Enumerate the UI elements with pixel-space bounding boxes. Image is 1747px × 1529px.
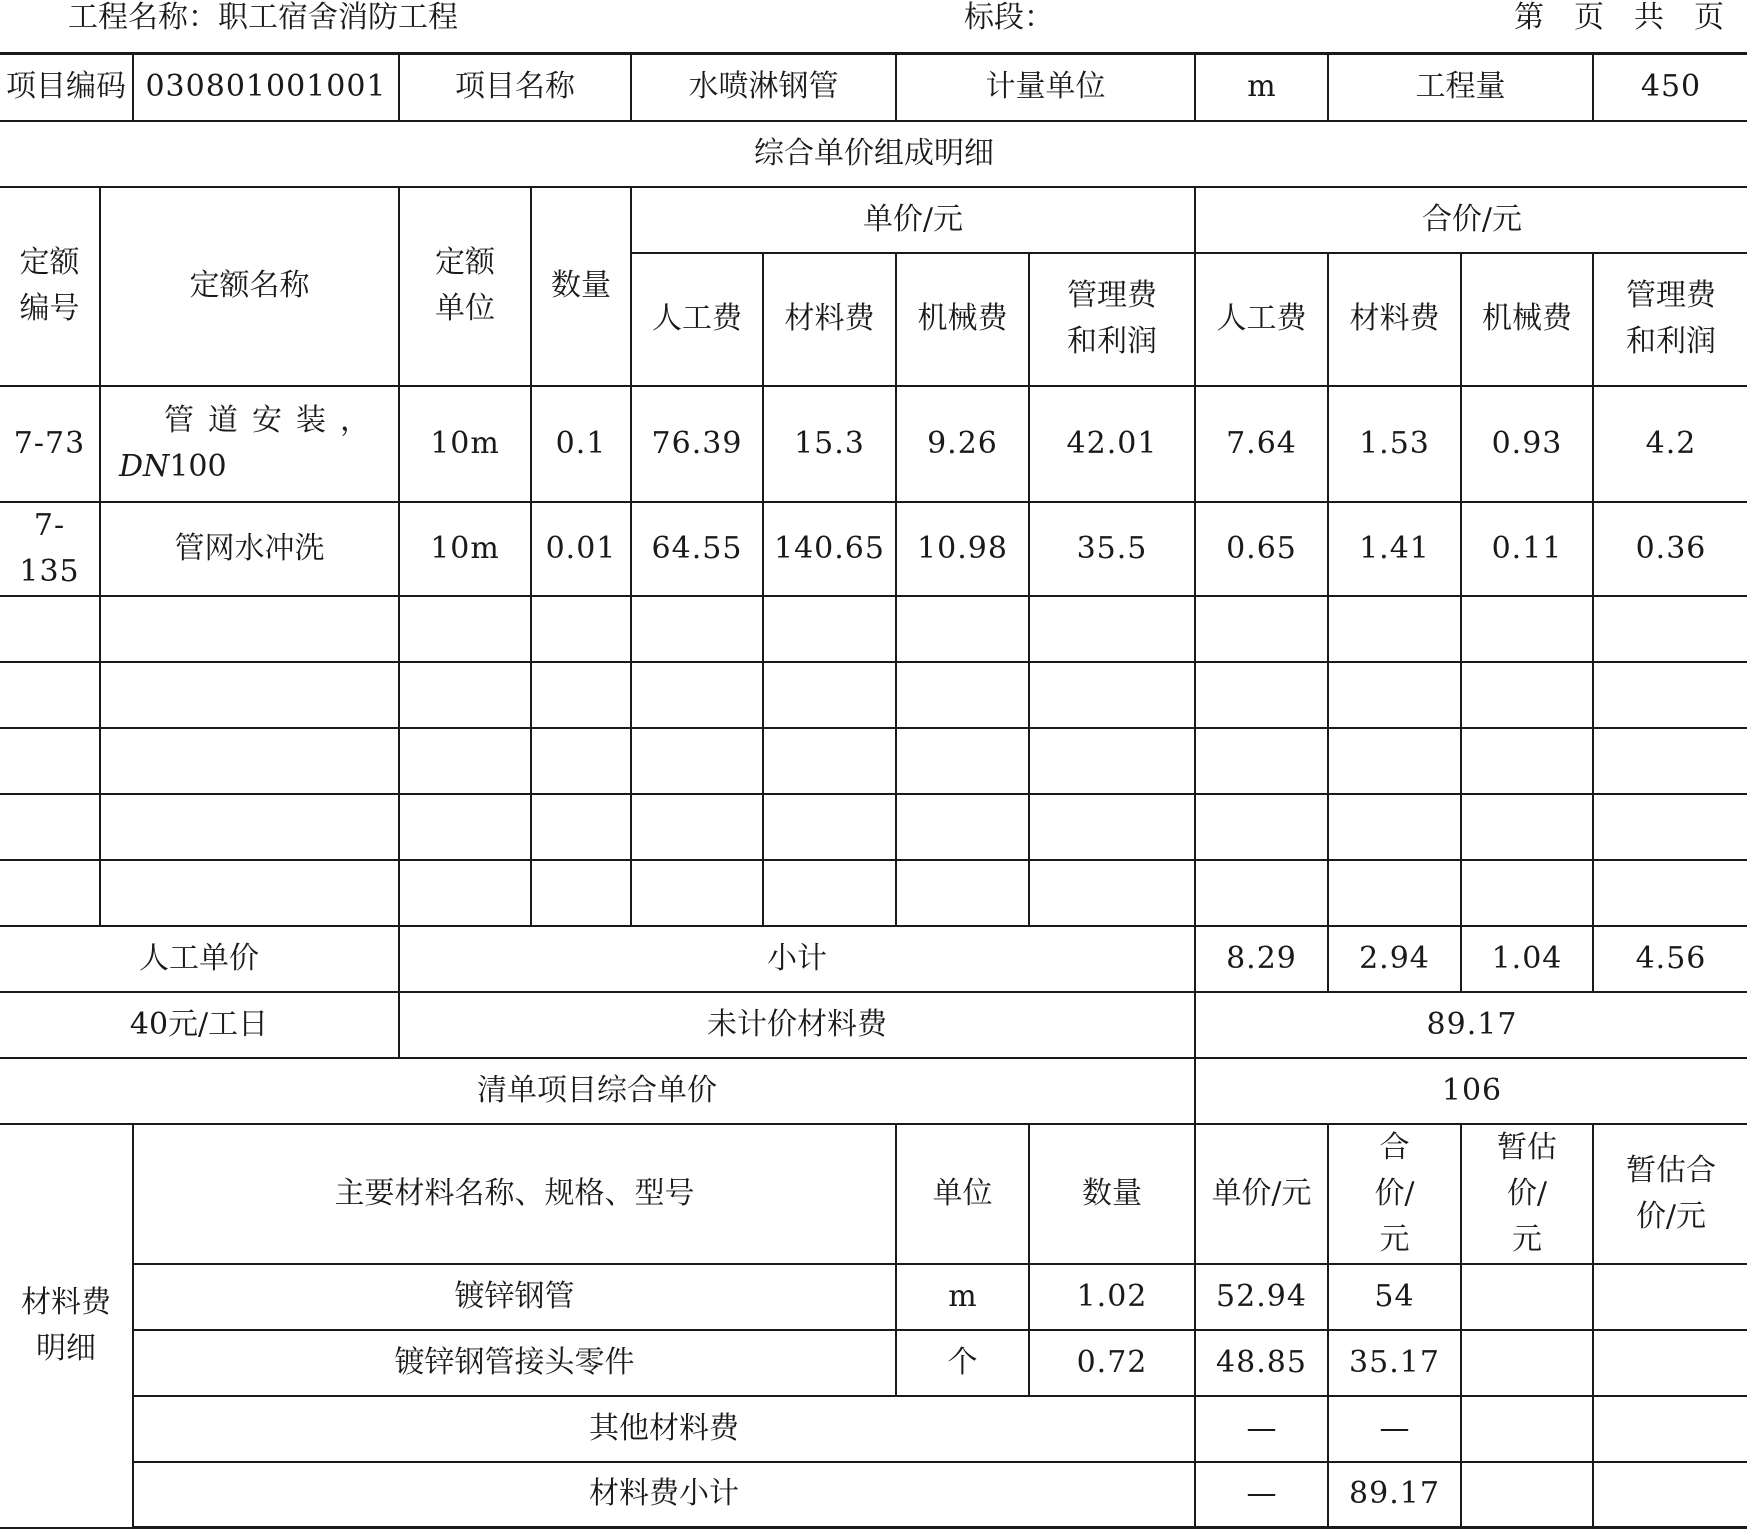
col-quota-unit: 定额单位 xyxy=(399,187,531,386)
qty-label: 工程量 xyxy=(1328,54,1593,121)
material-unit-price: 48.85 xyxy=(1195,1330,1328,1396)
unit-label: 计量单位 xyxy=(896,54,1195,121)
subtotal-material: 2.94 xyxy=(1328,926,1461,992)
subtotal-machine: 1.04 xyxy=(1461,926,1593,992)
subtotal-row xyxy=(0,926,1747,992)
material-unit-price: 52.94 xyxy=(1195,1264,1328,1330)
item-name-label: 项目名称 xyxy=(399,54,631,121)
material-row xyxy=(0,1330,1747,1396)
row-unit-material: 15.3 xyxy=(763,386,896,502)
row-unit-material: 140.65 xyxy=(763,502,896,596)
row-total-machine: 0.11 xyxy=(1461,502,1593,596)
project-name: 工程名称：职工宿舍消防工程 xyxy=(68,0,458,35)
row-unit-machine: 10.98 xyxy=(896,502,1029,596)
col-material-name: 主要材料名称、规格、型号 xyxy=(133,1124,896,1264)
row-code: 7-73 xyxy=(0,386,100,502)
material-row xyxy=(0,1264,1747,1330)
col-total-machine: 机械费 xyxy=(1461,253,1593,386)
composite-price-row xyxy=(0,1058,1747,1124)
row-unit: 10m xyxy=(399,386,531,502)
material-unit: 个 xyxy=(896,1330,1029,1396)
labor-rate-label: 人工单价 xyxy=(0,926,399,992)
material-unit: m xyxy=(896,1264,1029,1330)
other-material-label: 其他材料费 xyxy=(133,1396,1195,1462)
col-total-labor: 人工费 xyxy=(1195,253,1328,386)
subtotal-label: 小计 xyxy=(399,926,1195,992)
col-material-total: 合价/元 xyxy=(1328,1124,1461,1264)
row-name: 管道安装， DN100 xyxy=(100,386,399,502)
unpriced-material-label: 未计价材料费 xyxy=(399,992,1195,1058)
page-counter: 第 页 共 页 xyxy=(1514,0,1724,35)
item-code-label: 项目编码 xyxy=(0,54,133,121)
empty-row xyxy=(0,794,1747,860)
col-quota-name: 定额名称 xyxy=(100,187,399,386)
empty-row xyxy=(0,728,1747,794)
material-subtotal-row xyxy=(0,1462,1747,1528)
section-label: 标段： xyxy=(964,0,1054,35)
material-total: 35.17 xyxy=(1328,1330,1461,1396)
col-material-unit-price: 单价/元 xyxy=(1195,1124,1328,1264)
table-row xyxy=(0,386,1747,502)
row-total-labor: 0.65 xyxy=(1195,502,1328,596)
col-material-qty: 数量 xyxy=(1029,1124,1195,1264)
empty-row xyxy=(0,662,1747,728)
unpriced-material-row xyxy=(0,992,1747,1058)
col-unit-mgmt: 管理费和利润 xyxy=(1029,253,1195,386)
row-unit-labor: 64.55 xyxy=(631,502,763,596)
row-qty: 0.1 xyxy=(531,386,631,502)
unit-price-analysis-table xyxy=(0,52,1747,1529)
composite-price-value: 106 xyxy=(1195,1058,1747,1124)
section-title-row xyxy=(0,121,1747,187)
material-subtotal-unit-price: — xyxy=(1195,1462,1328,1528)
row-total-labor: 7.64 xyxy=(1195,386,1328,502)
material-est-total xyxy=(1593,1264,1747,1330)
labor-rate: 40元/工日 xyxy=(0,992,399,1058)
row-unit-mgmt: 42.01 xyxy=(1029,386,1195,502)
other-material-unit-price: — xyxy=(1195,1396,1328,1462)
material-qty: 1.02 xyxy=(1029,1264,1195,1330)
col-unit-price-group: 单价/元 xyxy=(631,187,1195,253)
col-unit-labor: 人工费 xyxy=(631,253,763,386)
material-est-price xyxy=(1461,1264,1593,1330)
subtotal-labor: 8.29 xyxy=(1195,926,1328,992)
page-header xyxy=(0,0,1747,40)
row-name: 管网水冲洗 xyxy=(100,502,399,596)
item-unit: m xyxy=(1195,54,1328,121)
col-unit-material: 材料费 xyxy=(763,253,896,386)
other-material-total: — xyxy=(1328,1396,1461,1462)
col-quantity: 数量 xyxy=(531,187,631,386)
composite-price-label: 清单项目综合单价 xyxy=(0,1058,1195,1124)
item-info-row xyxy=(0,54,1747,121)
material-header-row xyxy=(0,1124,1747,1264)
material-section-label: 材料费明细 xyxy=(0,1124,133,1528)
col-material-unit: 单位 xyxy=(896,1124,1029,1264)
material-name: 镀锌钢管 xyxy=(133,1264,896,1330)
row-total-mgmt: 0.36 xyxy=(1593,502,1747,596)
row-total-mgmt: 4.2 xyxy=(1593,386,1747,502)
row-unit-labor: 76.39 xyxy=(631,386,763,502)
item-code: 030801001001 xyxy=(133,54,399,121)
material-est-total xyxy=(1593,1330,1747,1396)
row-total-machine: 0.93 xyxy=(1461,386,1593,502)
col-total-material: 材料费 xyxy=(1328,253,1461,386)
item-name: 水喷淋钢管 xyxy=(631,54,896,121)
row-qty: 0.01 xyxy=(531,502,631,596)
col-unit-machine: 机械费 xyxy=(896,253,1029,386)
material-subtotal-total: 89.17 xyxy=(1328,1462,1461,1528)
empty-row xyxy=(0,596,1747,662)
table-row xyxy=(0,502,1747,596)
row-total-material: 1.41 xyxy=(1328,502,1461,596)
row-total-material: 1.53 xyxy=(1328,386,1461,502)
col-total-price-group: 合价/元 xyxy=(1195,187,1747,253)
material-est-price xyxy=(1461,1330,1593,1396)
empty-row xyxy=(0,860,1747,926)
material-total: 54 xyxy=(1328,1264,1461,1330)
unpriced-material-value: 89.17 xyxy=(1195,992,1747,1058)
row-unit: 10m xyxy=(399,502,531,596)
row-code: 7-135 xyxy=(0,502,100,596)
material-subtotal-label: 材料费小计 xyxy=(133,1462,1195,1528)
col-material-est-price: 暂估价/元 xyxy=(1461,1124,1593,1264)
col-material-est-total: 暂估合价/元 xyxy=(1593,1124,1747,1264)
other-material-row xyxy=(0,1396,1747,1462)
col-total-mgmt: 管理费和利润 xyxy=(1593,253,1747,386)
section-title: 综合单价组成明细 xyxy=(0,121,1747,187)
row-unit-machine: 9.26 xyxy=(896,386,1029,502)
subtotal-mgmt: 4.56 xyxy=(1593,926,1747,992)
column-header-row-1 xyxy=(0,187,1747,253)
material-qty: 0.72 xyxy=(1029,1330,1195,1396)
col-quota-no: 定额编号 xyxy=(0,187,100,386)
row-unit-mgmt: 35.5 xyxy=(1029,502,1195,596)
item-qty: 450 xyxy=(1593,54,1747,121)
material-name: 镀锌钢管接头零件 xyxy=(133,1330,896,1396)
